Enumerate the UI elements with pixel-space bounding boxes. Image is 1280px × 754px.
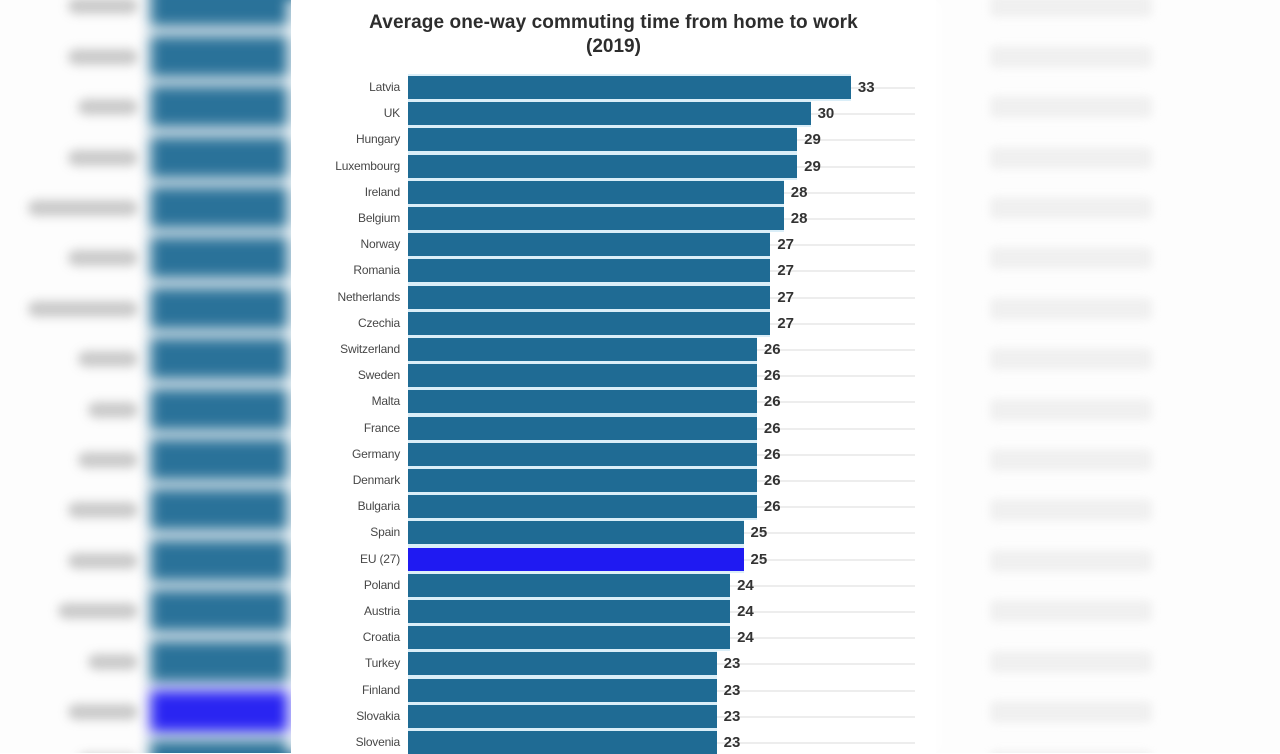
bar [408, 76, 851, 99]
value-label: 25 [750, 524, 768, 542]
value-label: 27 [777, 236, 795, 254]
backdrop-right-band [990, 0, 1152, 17]
country-label: Norway [360, 237, 400, 252]
country-label: Malta [371, 394, 400, 409]
bar [408, 259, 770, 282]
bar [408, 128, 797, 151]
country-label: EU (27) [360, 551, 400, 566]
backdrop-label-blob [88, 402, 138, 418]
bar [408, 390, 757, 413]
bar-row [291, 495, 936, 518]
country-label: Bulgaria [357, 499, 400, 514]
value-label: 27 [777, 288, 795, 306]
value-label: 26 [763, 472, 781, 489]
country-label: Sweden [357, 368, 400, 383]
bar-row [291, 443, 936, 466]
country-label: Slovakia [356, 708, 400, 723]
backdrop-label-blob [68, 553, 138, 569]
backdrop-right-band [990, 147, 1152, 169]
country-label: Hungary [356, 132, 400, 147]
bar-row [291, 731, 936, 754]
bar [408, 521, 744, 544]
backdrop-right-band [990, 298, 1152, 320]
bar [408, 364, 757, 387]
value-label: 29 [804, 157, 821, 175]
backdrop-label-blob [68, 250, 138, 266]
value-label: 33 [857, 79, 875, 96]
country-label: Austria [364, 604, 400, 618]
backdrop-right-band [990, 449, 1152, 471]
value-label: 28 [790, 210, 808, 227]
bar-row [291, 259, 936, 282]
country-label: Luxembourg [335, 158, 400, 173]
value-label: 29 [804, 131, 821, 149]
value-label: 24 [737, 603, 754, 620]
value-label: 26 [763, 367, 781, 385]
backdrop-right-band [990, 701, 1152, 723]
country-label: Finland [362, 682, 400, 697]
value-label: 26 [763, 445, 781, 463]
country-label: Czechia [358, 315, 400, 330]
country-label: Poland [363, 577, 400, 592]
backdrop-right-band [990, 399, 1152, 421]
bar [408, 102, 811, 125]
bar-row [291, 364, 936, 387]
chart-subtitle: (2019) [586, 36, 641, 57]
backdrop-label-blob [58, 603, 138, 619]
value-label: 25 [750, 550, 768, 568]
bar-row [291, 390, 936, 413]
value-label: 26 [763, 393, 781, 411]
bar-row [291, 181, 936, 204]
backdrop-label-blob [78, 99, 138, 115]
value-label: 23 [723, 655, 741, 673]
backdrop-right-band [990, 348, 1152, 370]
backdrop-right-band [990, 247, 1152, 269]
bar-row [291, 338, 936, 361]
bar-row [291, 102, 936, 125]
backdrop-right-band [990, 46, 1152, 68]
bar-row [291, 600, 936, 623]
bar-row [291, 76, 936, 99]
backdrop-label-blob [68, 49, 138, 65]
bar-row [291, 286, 936, 309]
bar-row [291, 417, 936, 440]
bar-row [291, 128, 936, 151]
chart-title: Average one-way commuting time from home to work [369, 12, 858, 33]
bar [408, 652, 717, 675]
country-label: Germany [352, 446, 400, 461]
backdrop-label-blob [78, 351, 138, 367]
backdrop-right-band [990, 550, 1152, 572]
value-label: 30 [817, 105, 835, 123]
value-label: 27 [777, 314, 795, 332]
bar [408, 417, 757, 440]
backdrop-right-band [990, 499, 1152, 521]
bar [408, 233, 770, 256]
bar-row [291, 469, 936, 492]
country-label: Turkey [364, 656, 400, 671]
value-label: 23 [723, 734, 741, 751]
bar [408, 338, 757, 361]
country-label: UK [383, 106, 400, 121]
bar-row [291, 705, 936, 728]
country-label: Ireland [364, 184, 400, 199]
chart-panel [291, 0, 936, 753]
country-label: Spain [370, 525, 400, 540]
value-label: 26 [763, 498, 781, 516]
value-label: 24 [737, 629, 754, 647]
backdrop-label-blob [68, 150, 138, 166]
bar [408, 181, 784, 204]
backdrop-right-band [990, 651, 1152, 673]
backdrop-right-band [990, 96, 1152, 118]
bar [408, 286, 770, 309]
bar [408, 155, 797, 178]
country-label: Romania [353, 263, 400, 278]
bar-row [291, 521, 936, 544]
bar [408, 626, 730, 649]
bar [408, 312, 770, 335]
bar [408, 731, 717, 754]
backdrop-label-blob [88, 654, 138, 670]
bar-row [291, 626, 936, 649]
value-label: 24 [737, 576, 754, 594]
country-label: Denmark [352, 473, 400, 487]
bar-row [291, 679, 936, 702]
backdrop-label-blob [68, 502, 138, 518]
value-label: 27 [777, 262, 795, 280]
country-label: Slovenia [355, 735, 400, 749]
value-label: 28 [790, 183, 808, 201]
country-label: Switzerland [340, 342, 400, 356]
backdrop-label-blob [28, 200, 138, 216]
backdrop-label-blob [68, 704, 138, 720]
bar-row [291, 548, 936, 571]
country-label: Croatia [362, 630, 400, 645]
bar-row [291, 207, 936, 230]
bar [408, 705, 717, 728]
bar [408, 574, 730, 597]
country-label: France [363, 420, 400, 435]
value-label: 23 [723, 707, 741, 725]
bar [408, 600, 730, 623]
highlight-bar [408, 548, 744, 571]
bar-row [291, 312, 936, 335]
bar-row [291, 233, 936, 256]
country-label: Netherlands [337, 289, 400, 304]
bar-row [291, 574, 936, 597]
bar [408, 207, 784, 230]
backdrop-label-blob [78, 452, 138, 468]
value-label: 26 [763, 341, 781, 358]
backdrop-right-band [990, 197, 1152, 219]
bar-row [291, 652, 936, 675]
value-label: 23 [723, 681, 741, 699]
backdrop-label-blob [68, 0, 138, 14]
bar [408, 679, 717, 702]
bar [408, 443, 757, 466]
bar [408, 495, 757, 518]
chart-rows [291, 0, 936, 753]
bar-row [291, 155, 936, 178]
country-label: Latvia [369, 80, 400, 94]
country-label: Belgium [358, 211, 400, 225]
backdrop-right-band [990, 600, 1152, 622]
backdrop-label-blob [28, 301, 138, 317]
bar [408, 469, 757, 492]
value-label: 26 [763, 419, 781, 437]
